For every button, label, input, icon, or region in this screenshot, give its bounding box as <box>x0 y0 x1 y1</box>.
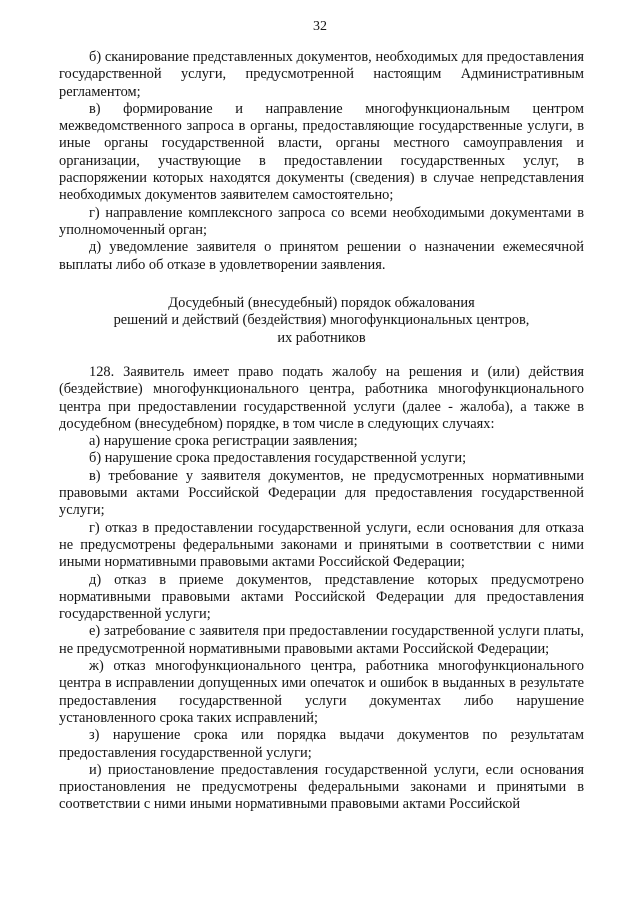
section-heading-line-2: решений и действий (бездействия) многофункциональных центров, <box>113 312 530 329</box>
list-item-b: б) нарушение срока предоставления государственной услуги; <box>89 450 467 467</box>
paragraph-b-scanning: б) сканирование представленных документов, необходимых для предоставления государственной услуги, предусмотренной настоящим Административным регламентом; <box>59 49 584 100</box>
list-item-g: г) отказ в предоставлении государственной услуги, если основания для отказа не предусмотрены федеральными законами и принятыми в соответствии с ними иными нормативными правовыми актами Российской Федерации; <box>59 519 584 571</box>
top-paragraph-block <box>59 49 584 274</box>
list-item-i: и) приостановление предоставления государственной услуги, если основания приостановления не предусмотрены федеральными законами и принятыми в соответствии с ними иными нормативными правовыми актами Российской <box>59 761 584 813</box>
bottom-paragraph-block <box>59 364 584 814</box>
list-item-a: а) нарушение срока регистрации заявления; <box>89 433 358 450</box>
paragraph-d-notification: д) уведомление заявителя о принятом решении о назначении ежемесячной выплаты либо об отказе в удовлетворении заявления. <box>59 239 584 273</box>
list-item-e: е) затребование с заявителя при предоставлении государственной услуги платы, не предусмотренной нормативными правовыми актами Российской Федерации; <box>59 623 584 657</box>
page-number: 32 <box>313 19 327 34</box>
section-heading-line-1: Досудебный (внесудебный) порядок обжалования <box>168 295 475 311</box>
paragraph-v-interagency-request: в) формирование и направление многофункциональным центром межведомственного запроса в органы, предоставляющие государственные услуги, в иные органы государственной власти, органы местного самоуправления и организации, участвующие в предоставлении государственных услуг, в распоряжении которых находятся документы (сведения) в случае непредставления необходимых документов заявителем самостоятельно; <box>59 100 584 204</box>
section-heading-line-3: их работников <box>277 329 366 346</box>
section-heading <box>59 295 584 347</box>
list-item-zh: ж) отказ многофункционального центра, работника многофункционального центра в исправлении допущенных ими опечаток и ошибок в выданных в результате предоставления государственной услуги документах либо нарушение установленного срока таких исправлений; <box>59 658 584 726</box>
paragraph-g-complex-request: г) направление комплексного запроса со всеми необходимыми документами в уполномоченный орган; <box>59 204 584 238</box>
list-item-z: з) нарушение срока или порядка выдачи документов по результатам предоставления государственной услуги; <box>59 727 584 761</box>
paragraph-128-complaint-right: 128. Заявитель имеет право подать жалобу на решения и (или) действия (бездействие) многофункционального центра, работника многофункционального центра при предоставлении государственной услуги (далее - жалоба), а также в досудебном (внесудебном) порядке, в том числе в следующих случаях: <box>59 364 584 432</box>
list-item-d: д) отказ в приеме документов, представление которых предусмотрено нормативными правовыми актами Российской Федерации для предоставления государственной услуги; <box>59 571 584 623</box>
list-item-v: в) требование у заявителя документов, не предусмотренных нормативными правовыми актами Российской Федерации для предоставления государственной услуги; <box>59 467 584 519</box>
